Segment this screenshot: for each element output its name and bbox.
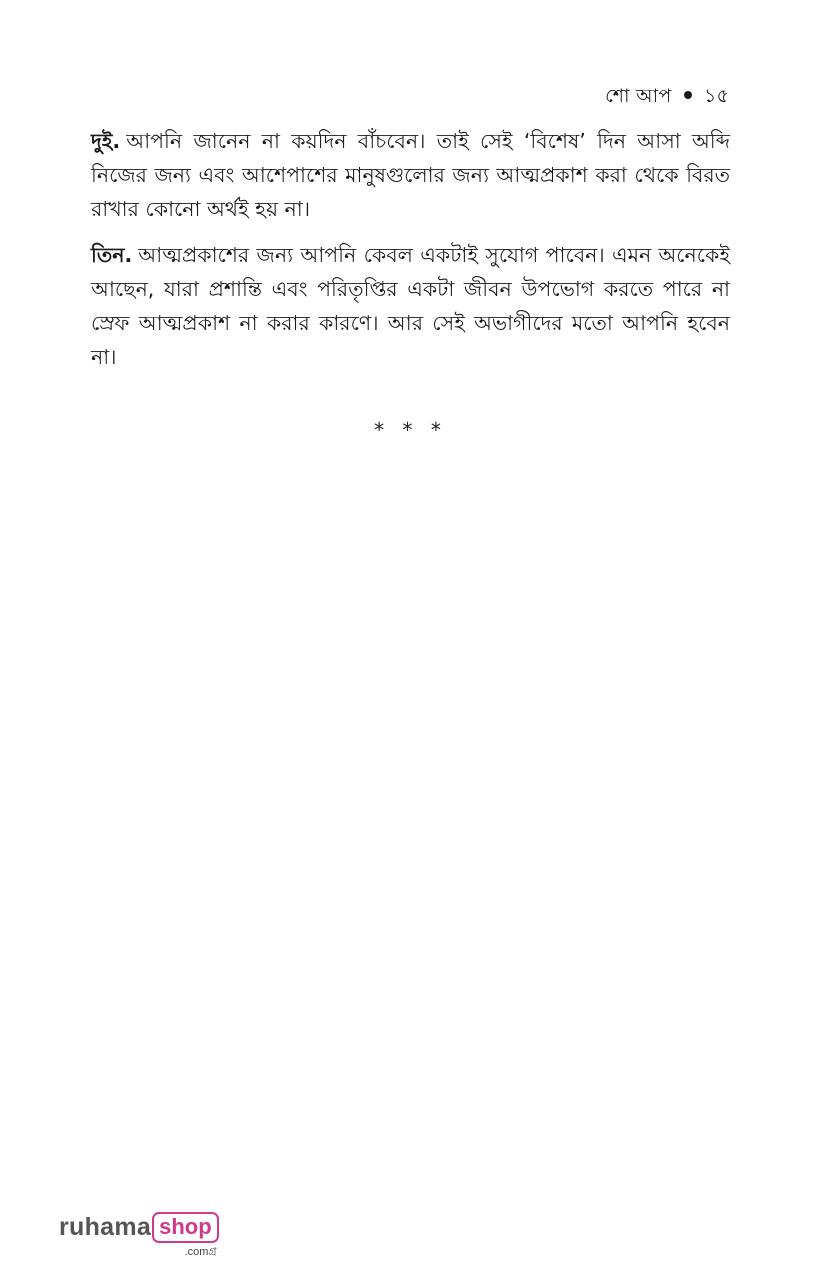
shop-badge	[152, 1212, 219, 1258]
paragraph-text: আত্মপ্রকাশের জন্য আপনি কেবল একটাই সুযোগ পাবেন। এমন অনেকেই আছেন, যারা প্রশান্তি এবং পরিতৃপ্তির একটা জীবন উপভোগ করতে পারে না স্রেফ আত্মপ্রকাশ না করার কারণে। আর সেই অভাগীদের মতো আপনি হবেন না।	[91, 243, 730, 369]
running-header	[605, 82, 729, 114]
paragraph-two	[91, 124, 730, 226]
paragraph-text: আপনি জানেন না কয়দিন বাঁচবেন। তাই সেই ‘বিশেষ’ দিন আসা অব্দি নিজের জন্য এবং আশেপাশের মানুষগুলোর জন্য আত্মপ্রকাশ করা থেকে বিরত রাখার কোনো অর্থই হয় না।	[91, 129, 730, 221]
book-title: শো আপ	[605, 85, 672, 107]
page-number: ১৫	[703, 85, 729, 107]
paragraph-three	[91, 238, 730, 374]
brand-name: ruhama	[59, 1213, 152, 1241]
shop-label: shop	[152, 1212, 219, 1243]
paragraph-lead: দুই.	[91, 129, 121, 153]
page-body	[91, 124, 730, 442]
paragraph-lead: তিন.	[91, 243, 133, 267]
section-separator: * * *	[374, 418, 447, 442]
domain-label: .comগ্র	[184, 1246, 217, 1258]
bullet-separator	[684, 91, 692, 99]
brand-logo	[59, 1212, 219, 1258]
